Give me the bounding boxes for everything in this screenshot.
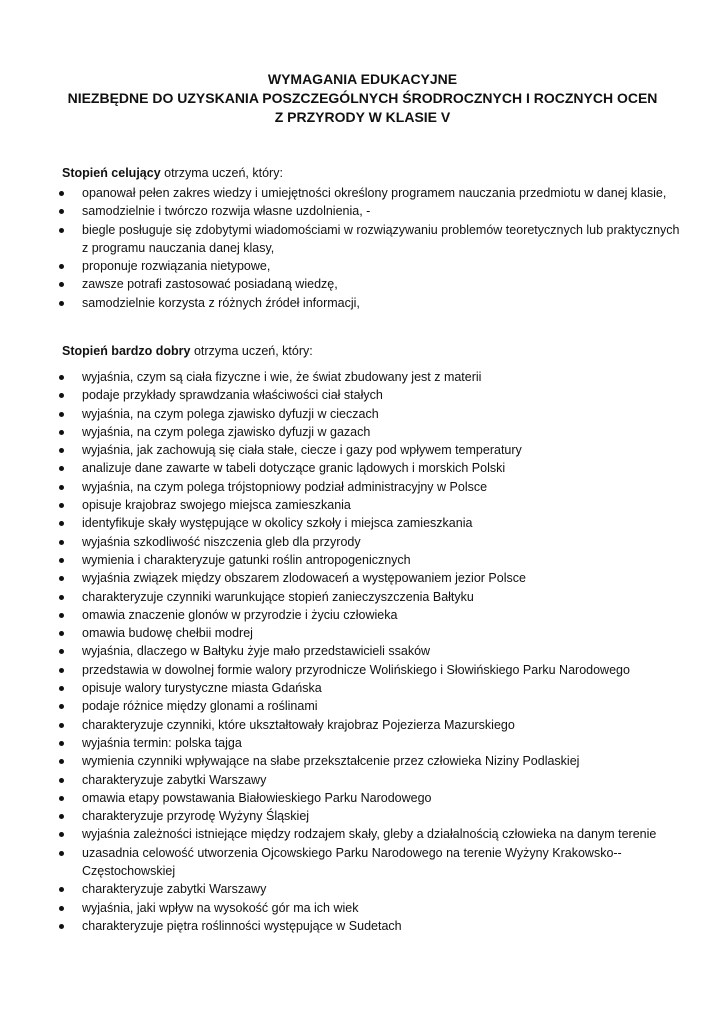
bullet-icon [59,393,64,398]
list-item-text: wyjaśnia, na czym polega zjawisko dyfuzji w gazach [82,424,371,439]
grade-label: Stopień celujący [62,166,161,180]
bullet-icon [59,906,64,911]
list-item-text: charakteryzuje zabytki Warszawy [82,772,267,787]
list-item-text: wymienia czynniki wpływające na słabe przekształcenie przez człowieka Niziny Podlaskiej [82,754,580,769]
list-item-text: zawsze potrafi zastosować posiadaną wiedzę, [82,277,338,292]
list-item [0,734,680,752]
list-item [0,752,680,770]
list-item-text: opisuje krajobraz swojego miejsca zamieszkania [82,498,351,513]
list-item [0,275,680,293]
list-item-text: wyjaśnia, jak zachowują się ciała stałe, ciecze i gazy pod wpływem temperatury [82,443,522,458]
list-item-text: wyjaśnia związek między obszarem zlodowaceń a występowaniem jezior Polsce [82,571,526,586]
list-item-text: opanował pełen zakres wiedzy i umiejętności określony programem nauczania przedmiotu w danej klasie, [82,186,667,200]
list-item [0,551,680,569]
list-item [0,202,680,220]
bullet-icon [59,521,64,526]
title-line-3: Z PRZYRODY W KLASIE V [274,109,451,125]
list-item [0,514,680,532]
title-line-2: NIEZBĘDNE DO UZYSKANIA POSZCZEGÓLNYCH ŚRODROCZNYCH I ROCZNYCH OCEN [67,90,658,106]
list-item [0,588,680,606]
bullet-icon [59,887,64,892]
bullet-icon [59,282,64,287]
list-item-text: charakteryzuje zabytki Warszawy [82,882,267,897]
list-item [0,771,680,789]
list-item [0,569,680,587]
list-item-text: omawia znaczenie glonów w przyrodzie i życiu człowieka [82,607,398,622]
section-heading-bardzo-dobry [62,342,682,360]
bullet-icon [59,485,64,490]
list-item-text: charakteryzuje czynniki warunkujące stopień zanieczyszczenia Bałtyku [82,589,474,604]
bullet-icon [59,576,64,581]
list-item-text: wyjaśnia, na czym polega trójstopniowy podział administracyjny w Polsce [82,479,488,494]
list-item [0,716,680,734]
document-title [40,70,685,127]
list-item [0,423,680,441]
list-item-text: wyjaśnia, dlaczego w Bałtyku żyje mało przedstawicieli ssaków [82,644,431,659]
list-item [0,496,680,514]
list-item-text: omawia budowę chełbii modrej [82,626,253,641]
list-item [0,221,680,258]
list-item [0,807,680,825]
list-item [0,789,680,807]
list-item-text: wyjaśnia, jaki wpływ na wysokość gór ma ich wiek [82,900,359,915]
bullet-icon [59,448,64,453]
bullet-icon [59,796,64,801]
section-heading-celujacy [62,164,682,182]
list-item-text: opisuje walory turystyczne miasta Gdańska [82,681,322,696]
list-item-text: wyjaśnia, czym są ciała fizyczne i wie, że świat zbudowany jest z materii [82,370,482,384]
title-line-1: WYMAGANIA EDUKACYJNE [267,71,458,87]
bullet-icon [59,503,64,508]
list-item [0,257,680,275]
list-item [0,844,680,881]
list-item [0,405,680,423]
list-item [0,642,680,660]
list-item [0,606,680,624]
list-item-text: charakteryzuje czynniki, które ukształtowały krajobraz Pojezierza Mazurskiego [82,717,515,732]
bullet-icon [59,631,64,636]
list-item-text: wyjaśnia zależności istniejące między rodzajem skały, gleby a działalnością człowieka na danym terenie [82,827,657,842]
bullet-icon [59,778,64,783]
list-item [0,899,680,917]
list-item [0,441,680,459]
bullet-icon [59,209,64,214]
bullet-icon [59,540,64,545]
bullet-icon [59,301,64,306]
list-item [0,294,680,312]
list-item-text: uzasadnia celowość utworzenia Ojcowskiego Parku Narodowego na terenie Wyżyny Krakowsko-- Częstochowskiej [82,845,622,879]
list-item-text: wymienia i charakteryzuje gatunki roślin antropogenicznych [82,552,411,567]
list-item [0,880,680,898]
list-item-text: biegle posługuje się zdobytymi wiadomościami w rozwiązywaniu problemów teoretycznych lub praktycznych z programu nauczania danej klasy, [82,222,680,255]
bullet-icon [59,375,64,380]
bullet-icon [59,668,64,673]
list-item-text: wyjaśnia szkodliwość niszczenia gleb dla przyrody [82,534,361,549]
list-item-text: przedstawia w dowolnej formie walory przyrodnicze Wolińskiego i Słowińskiego Parku Narodowego [82,662,630,677]
list-item [0,661,680,679]
bullet-icon [59,430,64,435]
list-item-text: identyfikuje skały występujące w okolicy szkoły i miejsca zamieszkania [82,516,473,531]
bullet-icon [59,558,64,563]
list-item [0,368,680,386]
bullet-icon [59,704,64,709]
bullet-icon [59,264,64,269]
requirements-list-celujacy [0,184,680,312]
list-item [0,825,680,843]
list-item [0,533,680,551]
list-item-text: podaje różnice między glonami a roślinami [82,699,318,714]
list-item-text: charakteryzuje przyrodę Wyżyny Śląskiej [82,809,310,824]
list-item-text: charakteryzuje piętra roślinności występujące w Sudetach [82,918,402,933]
list-item-text: samodzielnie i twórczo rozwija własne uzdolnienia, - [82,204,371,219]
bullet-icon [59,851,64,856]
list-item-text: analizuje dane zawarte w tabeli dotyczące granic lądowych i morskich Polski [82,461,506,476]
requirements-list-bardzo-dobry [0,368,680,935]
list-item-text: samodzielnie korzysta z różnych źródeł informacji, [82,295,360,310]
bullet-icon [59,924,64,929]
list-item-text: podaje przykłady sprawdzania właściwości ciał stałych [82,388,383,403]
bullet-icon [59,686,64,691]
bullet-icon [59,191,64,196]
heading-text: otrzyma uczeń, który: [160,166,283,180]
list-item [0,697,680,715]
bullet-icon [59,412,64,417]
bullet-icon [59,723,64,728]
list-item [0,184,680,202]
bullet-icon [59,228,64,233]
list-item-text: omawia etapy powstawania Białowieskiego Parku Narodowego [82,790,432,805]
heading-text: otrzyma uczeń, który: [190,344,313,358]
bullet-icon [59,814,64,819]
list-item-text: wyjaśnia termin: polska tajga [82,735,242,750]
bullet-icon [59,466,64,471]
bullet-icon [59,649,64,654]
list-item-text: proponuje rozwiązania nietypowe, [82,259,271,274]
grade-label: Stopień bardzo dobry [62,344,191,358]
bullet-icon [59,595,64,600]
list-item-text: wyjaśnia, na czym polega zjawisko dyfuzji w cieczach [82,406,379,421]
list-item [0,386,680,404]
bullet-icon [59,759,64,764]
list-item [0,459,680,477]
list-item [0,624,680,642]
bullet-icon [59,832,64,837]
list-item [0,917,680,935]
bullet-icon [59,613,64,618]
list-item [0,478,680,496]
list-item [0,679,680,697]
bullet-icon [59,741,64,746]
